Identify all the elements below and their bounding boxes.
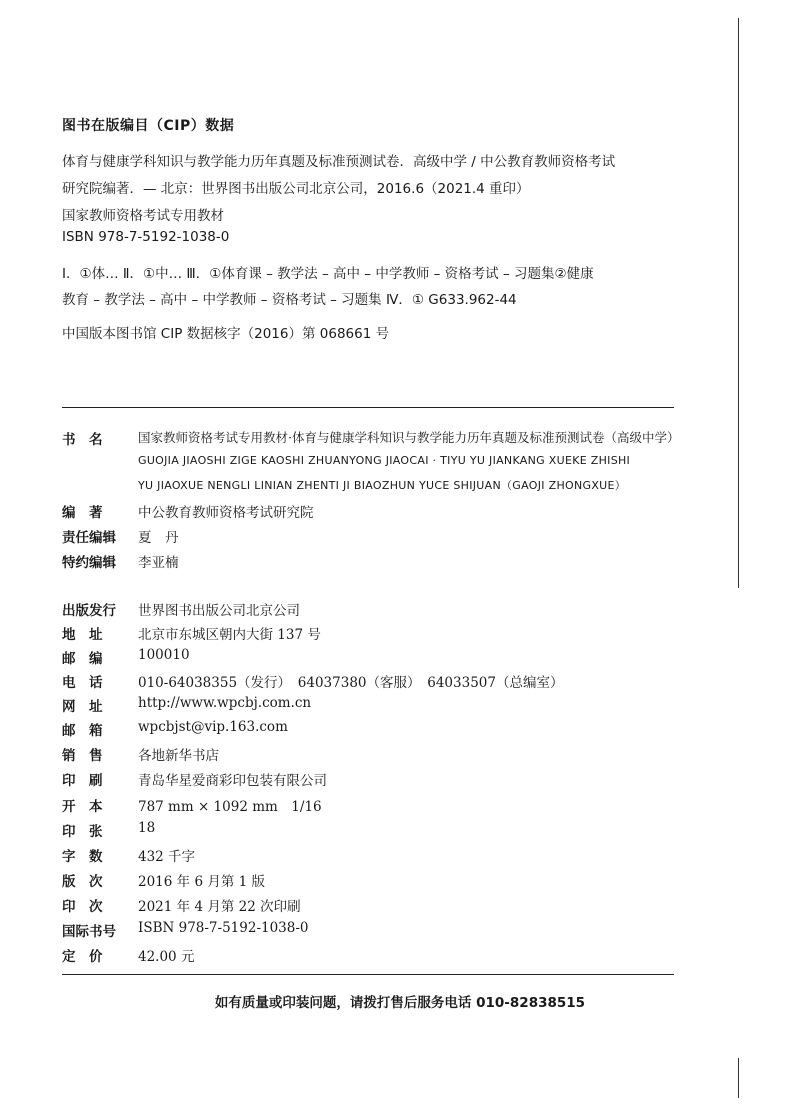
- cip-heading: 图书在版编目（CIP）数据: [62, 118, 235, 134]
- book-title-pinyin-1: GUOJIA JIAOSHI ZIGE KAOSHI ZHUANYONG JIAOCAI · TIYU YU JIANKANG XUEKE ZHISHI: [138, 454, 631, 467]
- book-title-label: 书 名: [62, 432, 103, 448]
- pub-label: 开 本: [62, 799, 103, 815]
- cip-line-4: ISBN 978-7-5192-1038-0: [62, 229, 230, 245]
- pub-value: 2016 年 6 月第 1 版: [138, 874, 265, 890]
- pub-label: 字 数: [62, 849, 103, 865]
- pub-label: 邮 编: [62, 651, 103, 667]
- pub-value: 787 mm × 1092 mm 1/16: [138, 799, 322, 815]
- pub-label: 印 次: [62, 899, 103, 915]
- pub-label: 地 址: [62, 627, 103, 643]
- pub-value: ISBN 978-7-5192-1038-0: [138, 920, 309, 936]
- pub-label: 网 址: [62, 699, 103, 715]
- pub-value: 42.00 元: [138, 949, 195, 965]
- pub-label: 版 次: [62, 874, 103, 890]
- pub-value: 100010: [138, 647, 190, 663]
- section-divider-bottom: [62, 974, 674, 975]
- pub-value: 010-64038355（发行） 64037380（客服） 64033507（总编室）: [138, 675, 564, 691]
- pub-label: 国际书号: [62, 924, 116, 940]
- pub-value: 世界图书出版公司北京公司: [138, 603, 300, 619]
- pub-value: 18: [138, 820, 156, 836]
- pub-label: 邮 箱: [62, 723, 103, 739]
- pub-label: 定 价: [62, 949, 103, 965]
- special-editor-label: 特约编辑: [62, 555, 116, 571]
- pub-label: 印 张: [62, 824, 103, 840]
- cip-line-7: 中国版本图书馆 CIP 数据核字（2016）第 068661 号: [62, 326, 390, 342]
- after-sales-note: 如有质量或印装问题，请拨打售后服务电话 010-82838515: [214, 995, 586, 1011]
- pub-value: 北京市东城区朝内大街 137 号: [138, 627, 321, 643]
- author-value: 中公教育教师资格考试研究院: [138, 505, 314, 521]
- editor-label: 责任编辑: [62, 530, 116, 546]
- pub-value: 各地新华书店: [138, 748, 219, 764]
- pub-label: 销 售: [62, 748, 103, 764]
- section-divider-top: [62, 407, 674, 408]
- cip-line-3: 国家教师资格考试专用教材: [62, 208, 224, 224]
- pub-value: http://www.wpcbj.com.cn: [138, 695, 312, 711]
- pub-label: 电 话: [62, 675, 103, 691]
- cip-line-6: 教育 – 教学法 – 高中 – 中学教师 – 资格考试 – 习题集 Ⅳ．① G633.962-44: [62, 292, 517, 308]
- pub-value: 青岛华星爱商彩印包装有限公司: [138, 773, 327, 789]
- book-title-pinyin-2: YU JIAOXUE NENGLI LINIAN ZHENTI JI BIAOZHUN YUCE SHIJUAN（GAOJI ZHONGXUE）: [138, 479, 627, 492]
- scan-edge-line-top: [738, 18, 739, 588]
- scan-edge-line-bottom: [738, 1058, 739, 1098]
- pub-value: 2021 年 4 月第 22 次印刷: [138, 899, 301, 915]
- pub-value: wpcbjst@vip.163.com: [138, 719, 288, 735]
- pub-label: 出版发行: [62, 603, 116, 619]
- editor-value: 夏 丹: [138, 530, 179, 546]
- pub-value: 432 千字: [138, 849, 196, 865]
- book-title-value: 国家教师资格考试专用教材·体育与健康学科知识与教学能力历年真题及标准预测试卷（高级中学）: [138, 430, 680, 445]
- pub-label: 印 刷: [62, 773, 103, 789]
- cip-line-1: 体育与健康学科知识与教学能力历年真题及标准预测试卷．高级中学 / 中公教育教师资格考试: [62, 154, 616, 170]
- author-label: 编 著: [62, 505, 103, 521]
- cip-line-2: 研究院编著．— 北京：世界图书出版公司北京公司，2016.6（2021.4 重印）: [62, 181, 530, 197]
- special-editor-value: 李亚楠: [138, 555, 179, 571]
- cip-line-5: Ⅰ．①体… Ⅱ．①中… Ⅲ．①体育课 – 教学法 – 高中 – 中学教师 – 资格考试 – 习题集②健康: [62, 266, 594, 282]
